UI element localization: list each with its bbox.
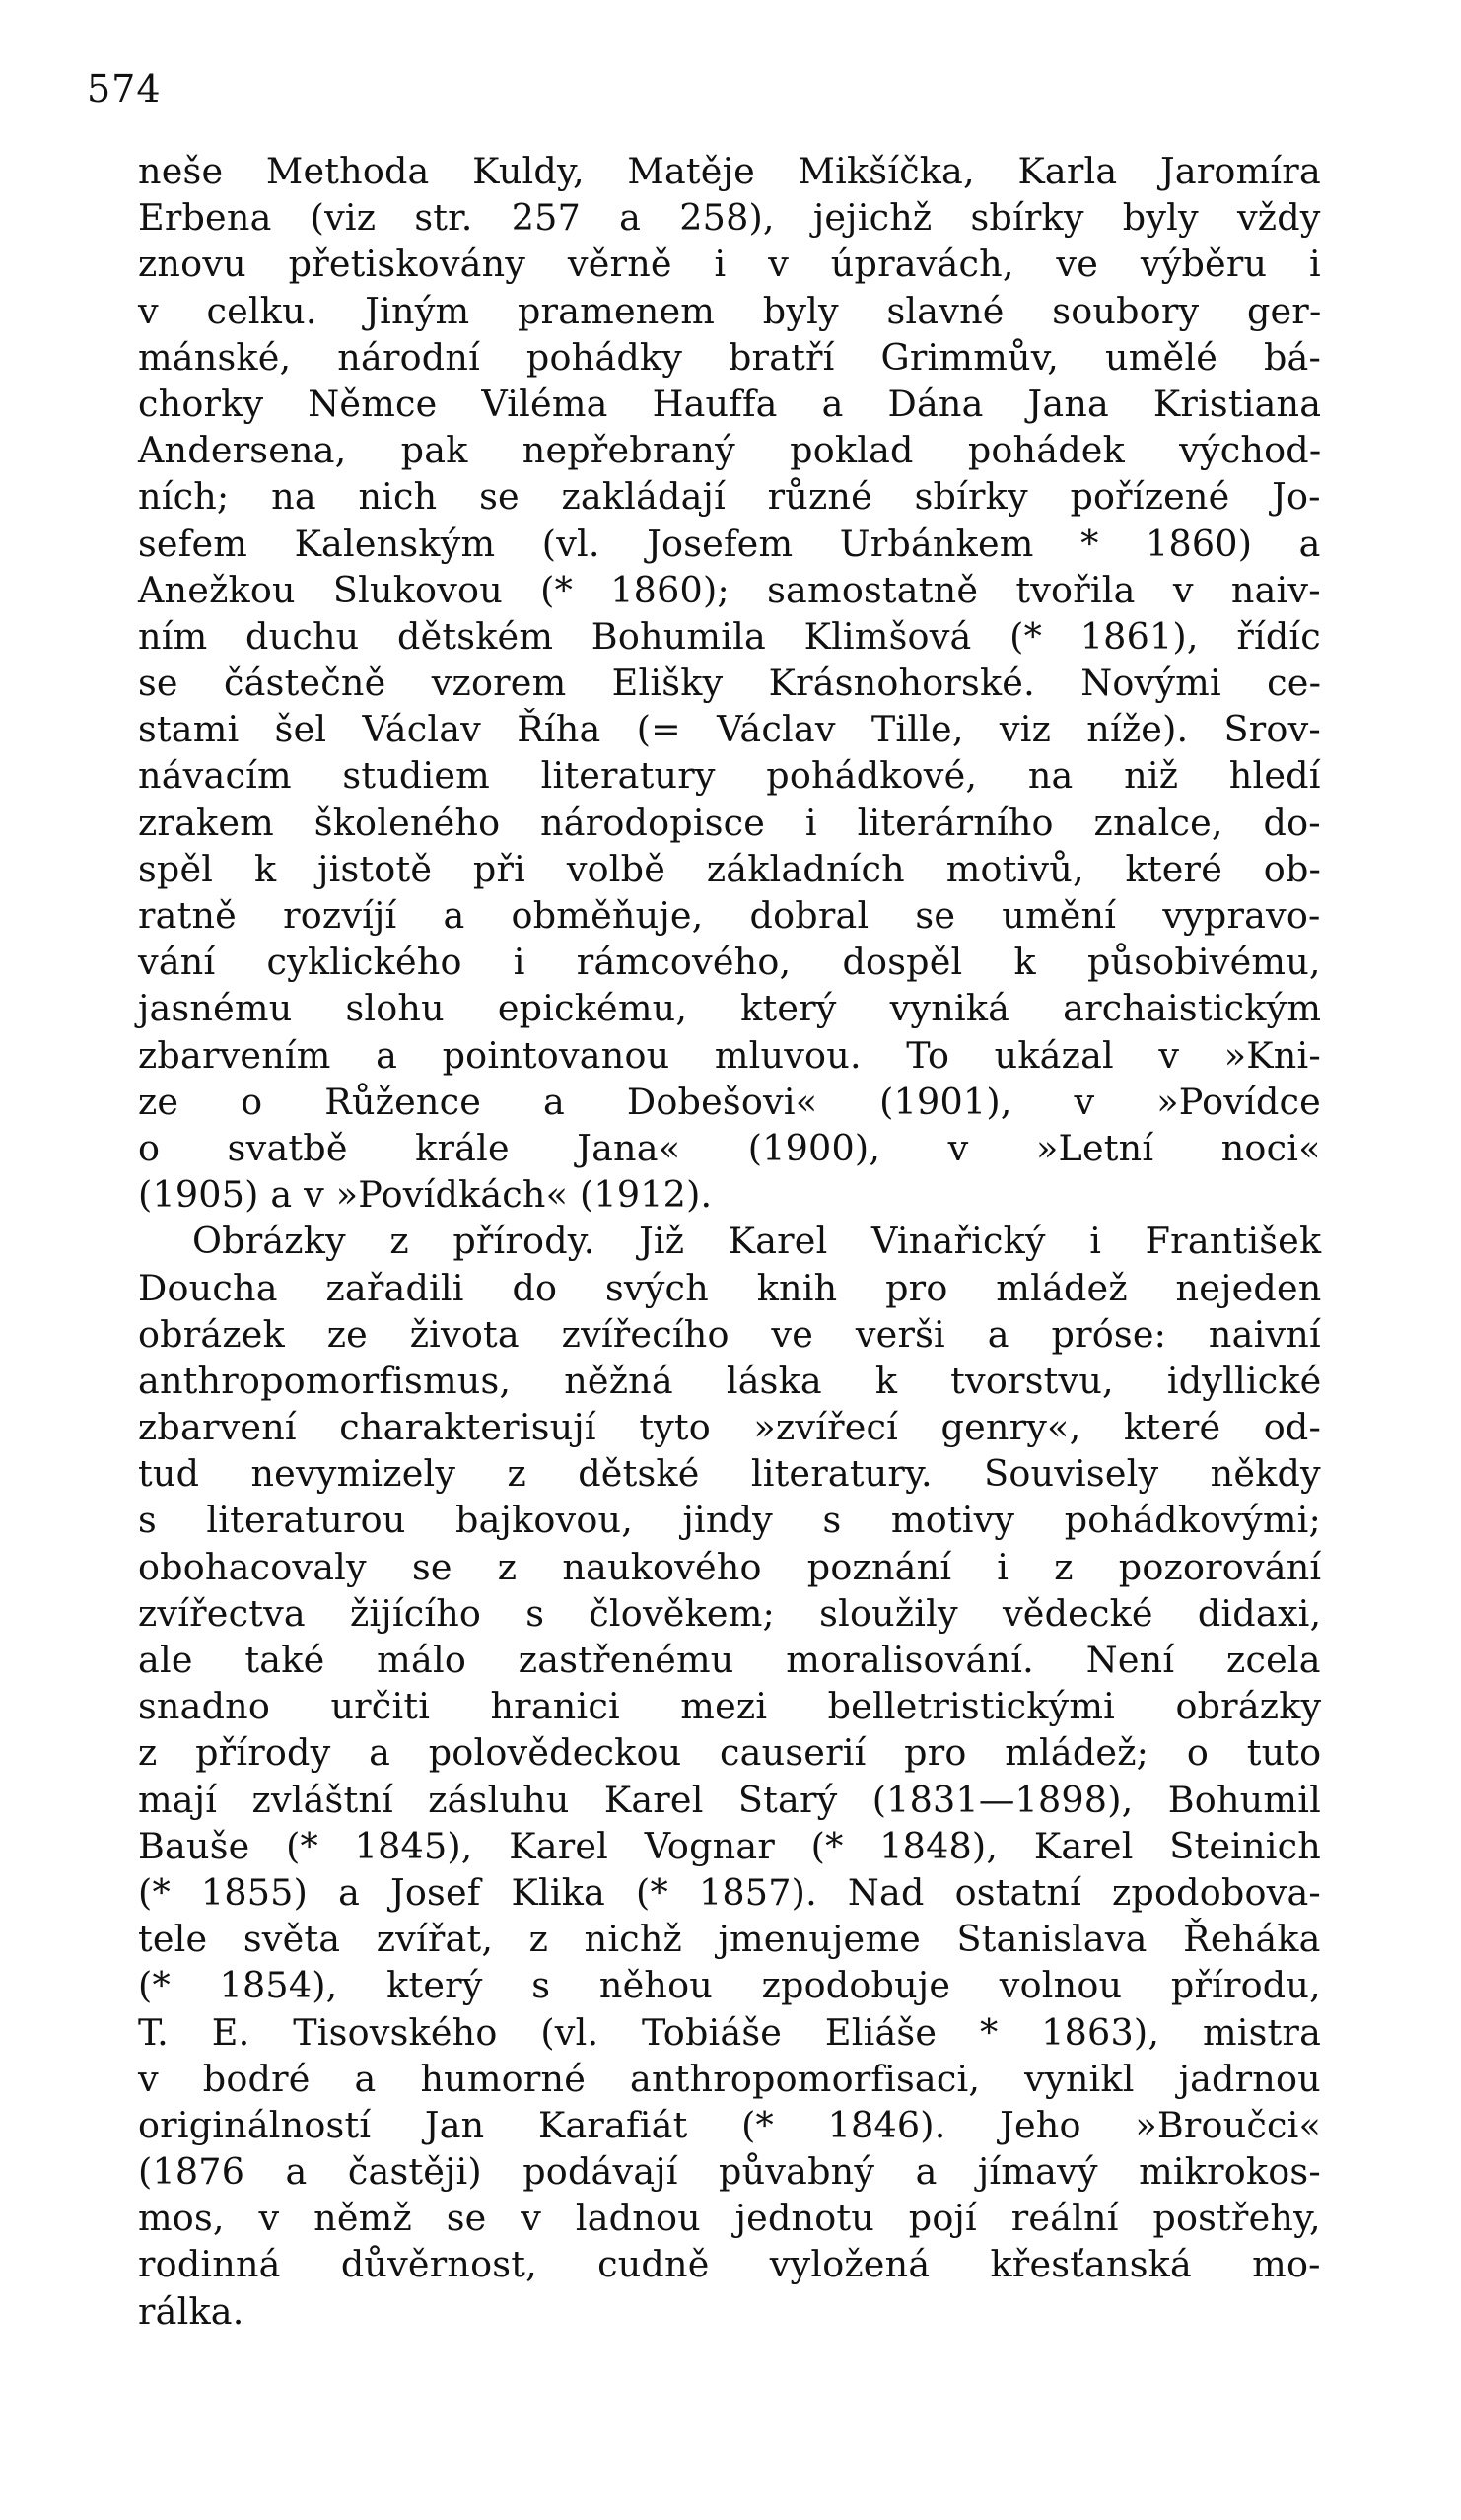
text-line: Erbena (viz str. 257 a 258), jejichž sbírky byly vždy	[138, 196, 1321, 240]
text-line: (* 1854), který s něhou zpodobuje volnou přírodu,	[138, 1964, 1321, 2007]
text-line: spěl k jistotě při volbě základních motivů, které ob-	[138, 847, 1322, 890]
text-line: z přírody a polovědeckou causerií pro mládež; o tuto	[138, 1731, 1322, 1775]
text-line: rálka.	[138, 2289, 244, 2333]
text-line: zrakem školeného národopisce i literárního znalce, do-	[138, 801, 1321, 844]
text-line: jasnému slohu epickému, který vyniká archaistickým	[138, 987, 1322, 1030]
text-line: ze o Růžence a Dobešovi« (1901), v »Povídce	[138, 1080, 1321, 1123]
text-line: ratně rozvíjí a obměňuje, dobral se umění vypravo-	[138, 894, 1321, 937]
text-line: mánské, národní pohádky bratří Grimmův, umělé bá-	[138, 335, 1322, 379]
text-line: stami šel Václav Říha (= Václav Tille, viz níže). Srov-	[138, 708, 1321, 751]
text-line: tele světa zvířat, z nichž jmenujeme Stanislava Řeháka	[138, 1918, 1321, 1961]
text-line: neše Methoda Kuldy, Matěje Mikšíčka, Karla Jaromíra	[138, 150, 1321, 192]
text-line: Andersena, pak nepřebraný poklad pohádek východ-	[138, 429, 1322, 472]
text-line: chorky Němce Viléma Hauffa a Dána Jana Kristiana	[138, 382, 1322, 425]
page-number: 574	[87, 67, 162, 110]
text-line: snadno určiti hranici mezi belletristickými obrázky	[138, 1685, 1322, 1728]
text-line: obohacovaly se z naukového poznání i z pozorování	[138, 1545, 1322, 1588]
text-line: Obrázky z přírody. Již Karel Vinařický i František	[192, 1220, 1322, 1263]
text-line: zbarvením a pointovanou mluvou. To ukázal v »Kni-	[138, 1033, 1321, 1077]
text-line: mají zvláštní zásluhu Karel Starý (1831—1898), Bohumil	[138, 1778, 1321, 1821]
text-line: Bauše (* 1845), Karel Vognar (* 1848), Karel Steinich	[138, 1824, 1321, 1867]
text-line: originálností Jan Karafiát (* 1846). Jeho »Broučci«	[138, 2103, 1322, 2146]
text-line: s literaturou bajkovou, jindy s motivy pohádkovými;	[138, 1499, 1322, 1542]
text-line: v celku. Jiným pramenem byly slavné soubory ger-	[138, 289, 1322, 332]
text-line: vání cyklického i rámcového, dospěl k působivému,	[138, 941, 1321, 984]
text-line: tud nevymizely z dětské literatury. Souvisely někdy	[138, 1452, 1321, 1496]
text-line: sefem Kalenským (vl. Josefem Urbánkem * 1860) a	[138, 522, 1321, 565]
text-line: se částečně vzorem Elišky Krásnohorské. Novými ce-	[138, 662, 1322, 705]
text-line: (1876 a častěji) podávají půvabný a jímavý mikrokos-	[138, 2150, 1321, 2194]
body-text	[138, 148, 1321, 2335]
text-line: ních; na nich se zakládají různé sbírky pořízené Jo-	[138, 475, 1321, 519]
text-line: (* 1855) a Josef Klika (* 1857). Nad ostatní zpodobova-	[138, 1870, 1321, 1914]
text-line: zbarvení charakterisují tyto »zvířecí genry«, které od-	[138, 1406, 1322, 1449]
text-line: znovu přetiskovány věrně i v úpravách, ve výběru i	[138, 243, 1321, 286]
text-line: obrázek ze života zvířecího ve verši a próse: naivní	[138, 1312, 1321, 1356]
text-line: Doucha zařadili do svých knih pro mládež nejeden	[138, 1266, 1322, 1309]
text-line: rodinná důvěrnost, cudně vyložená křesťanská mo-	[138, 2243, 1321, 2286]
text-line: Anežkou Slukovou (* 1860); samostatně tvořila v naiv-	[138, 568, 1321, 611]
text-line: ním duchu dětském Bohumila Klimšová (* 1861), řídíc	[138, 614, 1321, 658]
text-line: v bodré a humorné anthropomorfisaci, vynikl jadrnou	[138, 2057, 1321, 2100]
text-line: T. E. Tisovského (vl. Tobiáše Eliáše * 1863), mistra	[138, 2010, 1322, 2054]
text-line: návacím studiem literatury pohádkové, na niž hledí	[138, 754, 1321, 798]
text-line: zvířectva žijícího s člověkem; sloužily vědecké didaxi,	[138, 1591, 1322, 1635]
text-line: o svatbě krále Jana« (1900), v »Letní noci«	[138, 1126, 1321, 1169]
text-line: mos, v němž se v ladnou jednotu pojí reální postřehy,	[138, 2197, 1321, 2240]
text-line: (1905) a v »Povídkách« (1912).	[138, 1173, 713, 1217]
text-line: ale také málo zastřenému moralisování. Není zcela	[138, 1639, 1321, 1681]
text-line: anthropomorfismus, něžná láska k tvorstvu, idyllické	[138, 1359, 1322, 1402]
